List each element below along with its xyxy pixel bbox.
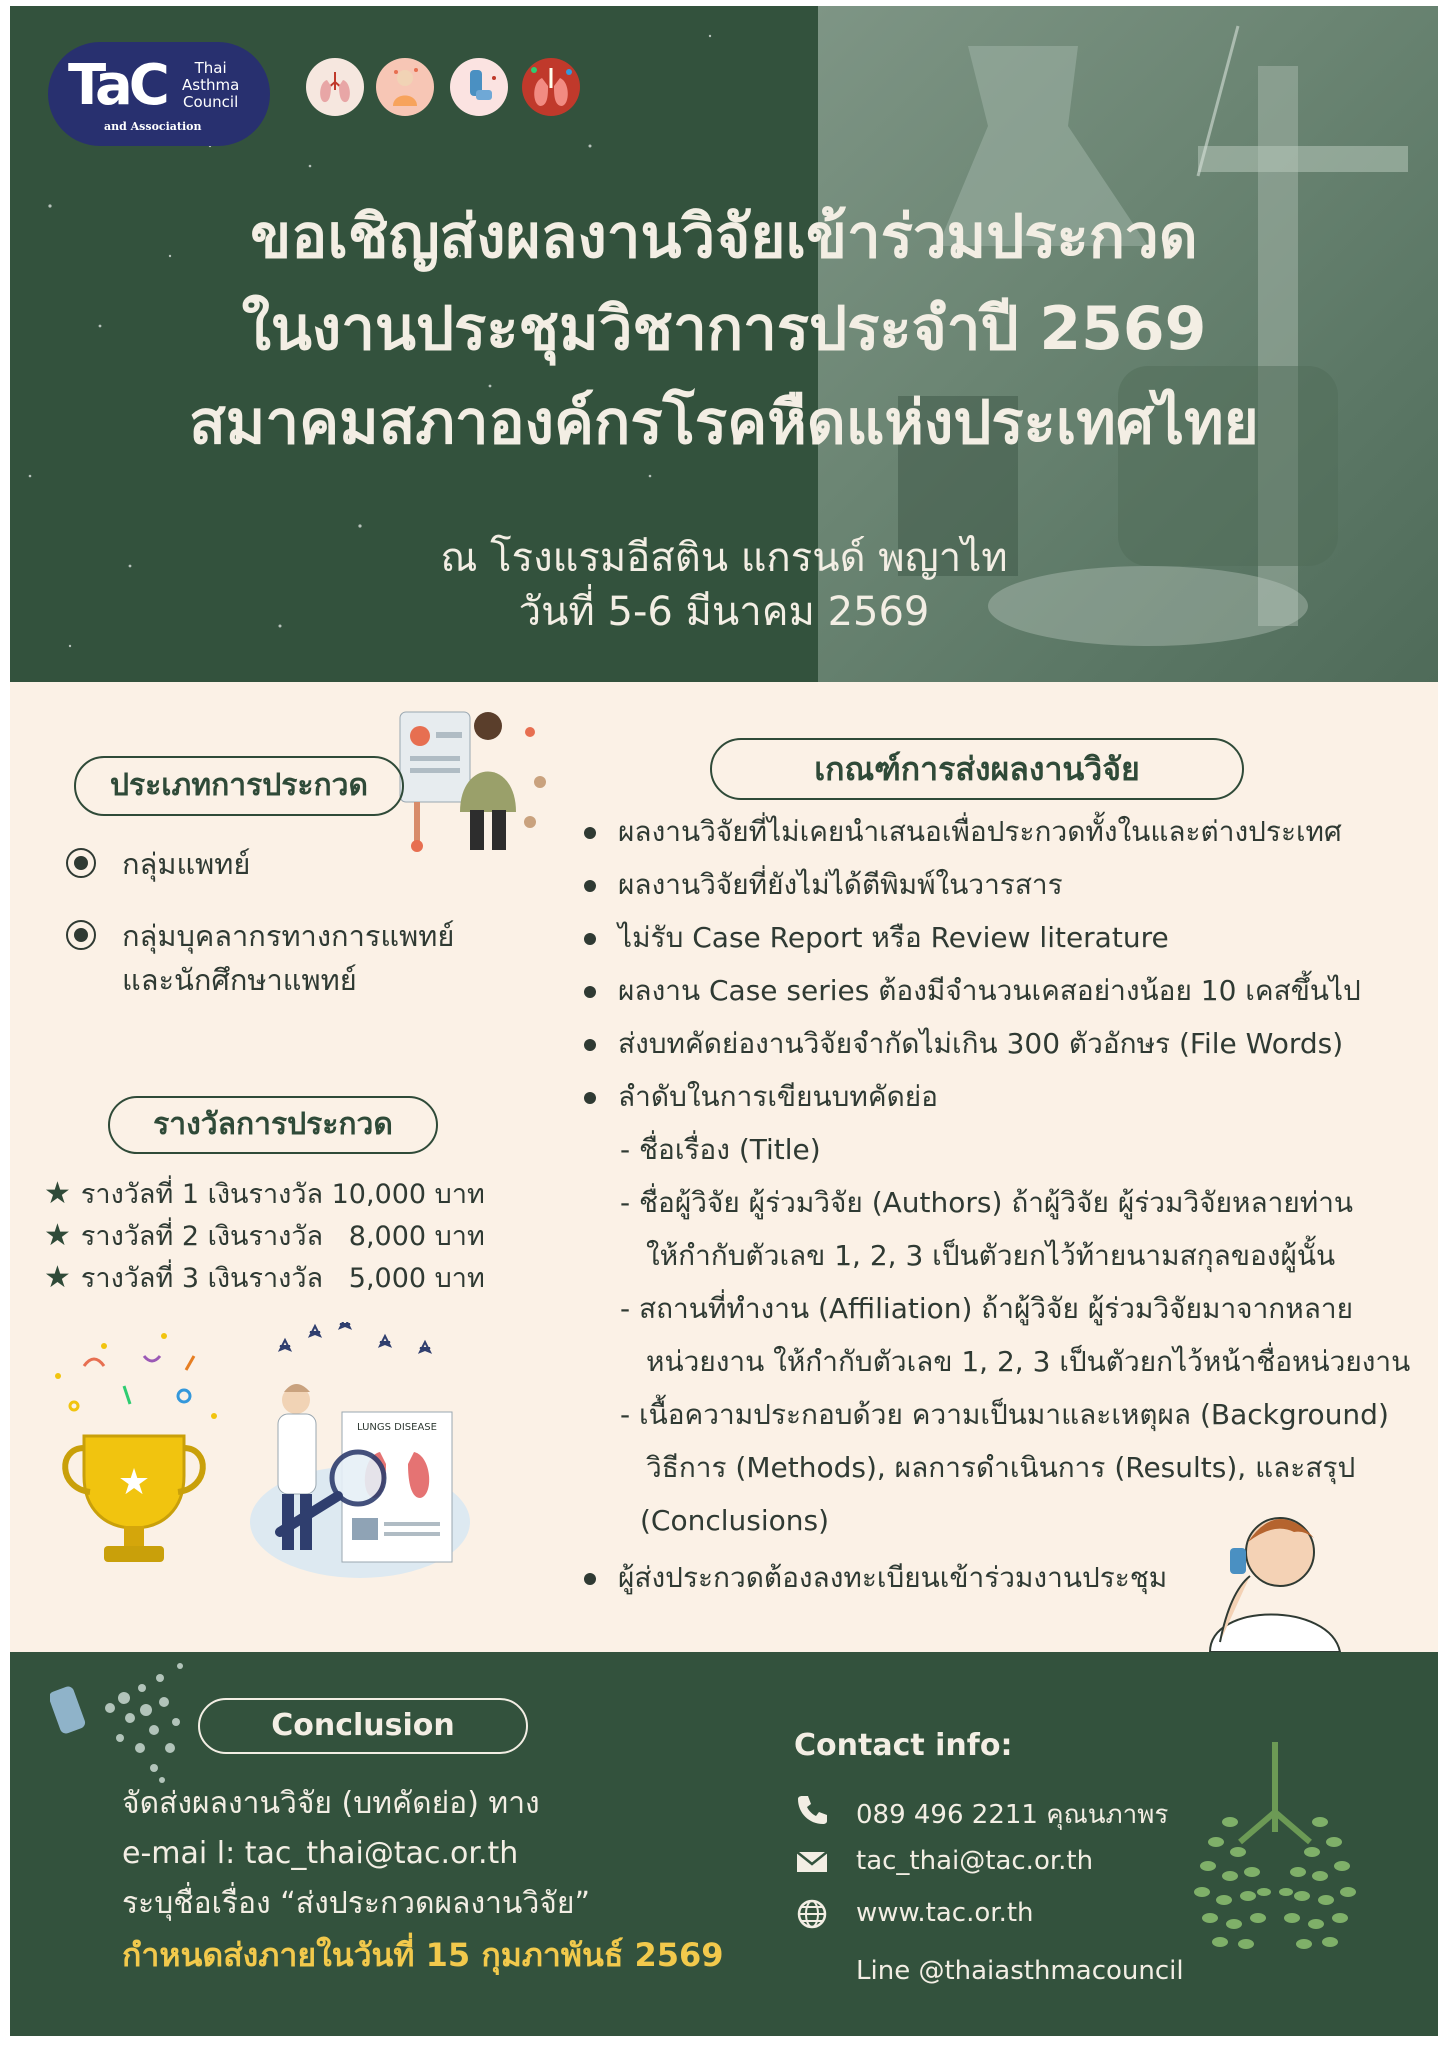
details-section xyxy=(10,682,1438,1652)
criteria-bullet-2 xyxy=(574,865,1434,905)
criteria-text: ลำดับในการเขียนบทคัดย่อ xyxy=(618,1080,938,1113)
category-label: กลุ่มแพทย์ xyxy=(122,847,251,881)
logo-name-line1: Thai xyxy=(194,59,227,77)
bullet-dot xyxy=(584,827,596,839)
criteria-text: ผลงานวิจัยที่ยังไม่ได้ตีพิมพ์ในวารสาร xyxy=(618,868,1063,901)
logo-name-line2: Asthma xyxy=(182,76,240,94)
logo-name-line3: Council xyxy=(183,93,239,111)
header-banner xyxy=(10,6,1438,682)
man-using-inhaler-illustration xyxy=(1190,1492,1360,1652)
contact-line-id: Line @thaiasthmacouncil xyxy=(856,1956,1184,1986)
criteria-bullet-3 xyxy=(574,918,1434,958)
criteria-sub-4 xyxy=(574,1289,1434,1329)
criteria-sub-5 xyxy=(574,1342,1434,1382)
coughing-person-icon xyxy=(376,58,434,116)
award-label: รางวัลที่ 1 เงินรางวัล xyxy=(80,1179,324,1210)
bullet-dot xyxy=(584,986,596,998)
criteria-sub-7 xyxy=(574,1448,1434,1488)
bullet-dot xyxy=(584,933,596,945)
criteria-sub-text: วิธีการ (Methods), ผลการดำเนินการ (Results), และสรุป xyxy=(646,1451,1356,1484)
criteria-bullet-4 xyxy=(574,971,1434,1011)
award-item-3 xyxy=(44,1258,485,1299)
conclusion-line3: ระบุชื่อเรื่อง “ส่งประกวดผลงานวิจัย” xyxy=(122,1886,590,1921)
contact-phone-text: 089 496 2211 คุณนภาพร xyxy=(856,1800,1169,1830)
radio-selected-icon xyxy=(66,848,96,878)
criteria-sub-text: หน่วยงาน ให้กำกับตัวเลข 1, 2, 3 เป็นตัวยกไว้หน้าชื่อหน่วยงาน xyxy=(646,1345,1411,1378)
sick-woman-illustration xyxy=(390,692,560,852)
criteria-sub-text: - เนื้อความประกอบด้วย ความเป็นมาและเหตุผล (Background) xyxy=(620,1398,1389,1431)
logo-tagline: and Association xyxy=(104,120,202,133)
star-icon: ★ xyxy=(44,1218,71,1253)
category-item-doctors xyxy=(66,842,250,886)
phone-icon xyxy=(794,1792,830,1828)
categories-heading: ประเภทการประกวด xyxy=(74,756,404,816)
criteria-text: ผลงาน Case series ต้องมีจำนวนเคสอย่างน้อย 10 เคสขึ้นไป xyxy=(618,974,1361,1007)
logo-name xyxy=(182,60,239,111)
category-label-line2: และนักศึกษาแพทย์ xyxy=(122,963,357,997)
title-line2: ในงานประชุมวิชาการประจำปี 2569 xyxy=(241,294,1207,364)
tac-logo xyxy=(48,42,270,146)
criteria-bullet-5 xyxy=(574,1024,1434,1064)
title-line1: ขอเชิญส่งผลงานวิจัยเข้าร่วมประกวด xyxy=(250,202,1198,272)
globe-icon xyxy=(794,1896,830,1932)
bullet-dot xyxy=(584,880,596,892)
doctor-lungs-poster-illustration xyxy=(250,1322,470,1582)
award-item-2 xyxy=(44,1216,485,1257)
lungs-with-bronchi-icon xyxy=(522,58,580,116)
criteria-text: ไม่รับ Case Report หรือ Review literature xyxy=(618,921,1169,954)
conclusion-email-line: e-mai l: tac_thai@tac.or.th xyxy=(122,1836,519,1871)
contact-heading: Contact info: xyxy=(794,1728,1013,1763)
logo-abbr: TaC xyxy=(68,53,166,118)
criteria-text: ส่งบทคัดย่องานวิจัยจำกัดไม่เกิน 300 ตัวอักษร (File Words) xyxy=(618,1027,1344,1060)
category-item-medical-staff xyxy=(66,914,454,1002)
criteria-sub-text: (Conclusions) xyxy=(640,1504,830,1537)
leafy-lungs-illustration xyxy=(1180,1742,1370,1972)
criteria-text: ผลงานวิจัยที่ไม่เคยนำเสนอเพื่อประกวดทั้งในและต่างประเทศ xyxy=(618,815,1342,848)
lungs-icon xyxy=(306,58,364,116)
award-amount: 5,000 บาท xyxy=(348,1263,485,1294)
star-icon: ★ xyxy=(44,1176,71,1211)
bullet-dot xyxy=(584,1573,596,1585)
conclusion-heading: Conclusion xyxy=(198,1698,528,1754)
criteria-sub-1 xyxy=(574,1130,1434,1170)
footer-section xyxy=(10,1652,1438,2036)
criteria-bullet-1 xyxy=(574,812,1434,852)
criteria-bullet-6 xyxy=(574,1077,1434,1117)
event-venue: ณ โรงแรมอีสติน แกรนด์ พญาไท xyxy=(440,535,1008,581)
star-icon: ★ xyxy=(44,1260,71,1295)
submission-deadline: กำหนดส่งภายในวันที่ 15 กุมภาพันธ์ 2569 xyxy=(122,1936,724,1974)
trophy-confetti-illustration xyxy=(44,1326,234,1576)
criteria-sub-text: ให้กำกับตัวเลข 1, 2, 3 เป็นตัวยกไว้ท้ายนามสกุลของผู้นั้น xyxy=(646,1239,1336,1272)
award-label: รางวัลที่ 2 เงินรางวัล xyxy=(80,1221,324,1252)
criteria-heading: เกณฑ์การส่งผลงานวิจัย xyxy=(710,738,1244,800)
criteria-text: ผู้ส่งประกวดต้องลงทะเบียนเข้าร่วมงานประชุม xyxy=(618,1561,1168,1594)
criteria-sub-text: - ชื่อผู้วิจัย ผู้ร่วมวิจัย (Authors) ถ้าผู้วิจัย ผู้ร่วมวิจัยหลายท่าน xyxy=(620,1186,1354,1219)
bullet-dot xyxy=(584,1092,596,1104)
title-line3: สมาคมสภาองค์กรโรคหืดแห่งประเทศไทย xyxy=(189,388,1259,458)
contact-email-link[interactable]: tac_thai@tac.or.th xyxy=(856,1846,1094,1876)
contact-website-link[interactable]: www.tac.or.th xyxy=(856,1898,1034,1928)
conclusion-line1: จัดส่งผลงานวิจัย (บทคัดย่อ) ทาง xyxy=(122,1786,540,1821)
poster-label: LUNGS DISEASE xyxy=(357,1422,437,1433)
award-item-1 xyxy=(44,1174,485,1215)
envelope-icon xyxy=(794,1844,830,1880)
category-label: กลุ่มบุคลากรทางการแพทย์ xyxy=(122,919,455,953)
criteria-sub-text: - สถานที่ทำงาน (Affiliation) ถ้าผู้วิจัย ผู้ร่วมวิจัยมาจากหลาย xyxy=(620,1292,1353,1325)
radio-selected-icon xyxy=(66,920,96,950)
criteria-sub-3 xyxy=(574,1236,1434,1276)
criteria-sub-text: - ชื่อเรื่อง (Title) xyxy=(620,1133,821,1166)
event-date: วันที่ 5-6 มีนาคม 2569 xyxy=(518,589,930,635)
award-label: รางวัลที่ 3 เงินรางวัล xyxy=(80,1263,324,1294)
award-amount: 10,000 บาท xyxy=(331,1179,485,1210)
criteria-sub-2 xyxy=(574,1183,1434,1223)
inhaler-spray-illustration xyxy=(50,1658,210,1788)
criteria-sub-6 xyxy=(574,1395,1434,1435)
inhaler-icon xyxy=(450,58,508,116)
bullet-dot xyxy=(584,1039,596,1051)
award-amount: 8,000 บาท xyxy=(348,1221,485,1252)
awards-heading: รางวัลการประกวด xyxy=(108,1096,438,1154)
svg-text:★: ★ xyxy=(117,1462,151,1503)
